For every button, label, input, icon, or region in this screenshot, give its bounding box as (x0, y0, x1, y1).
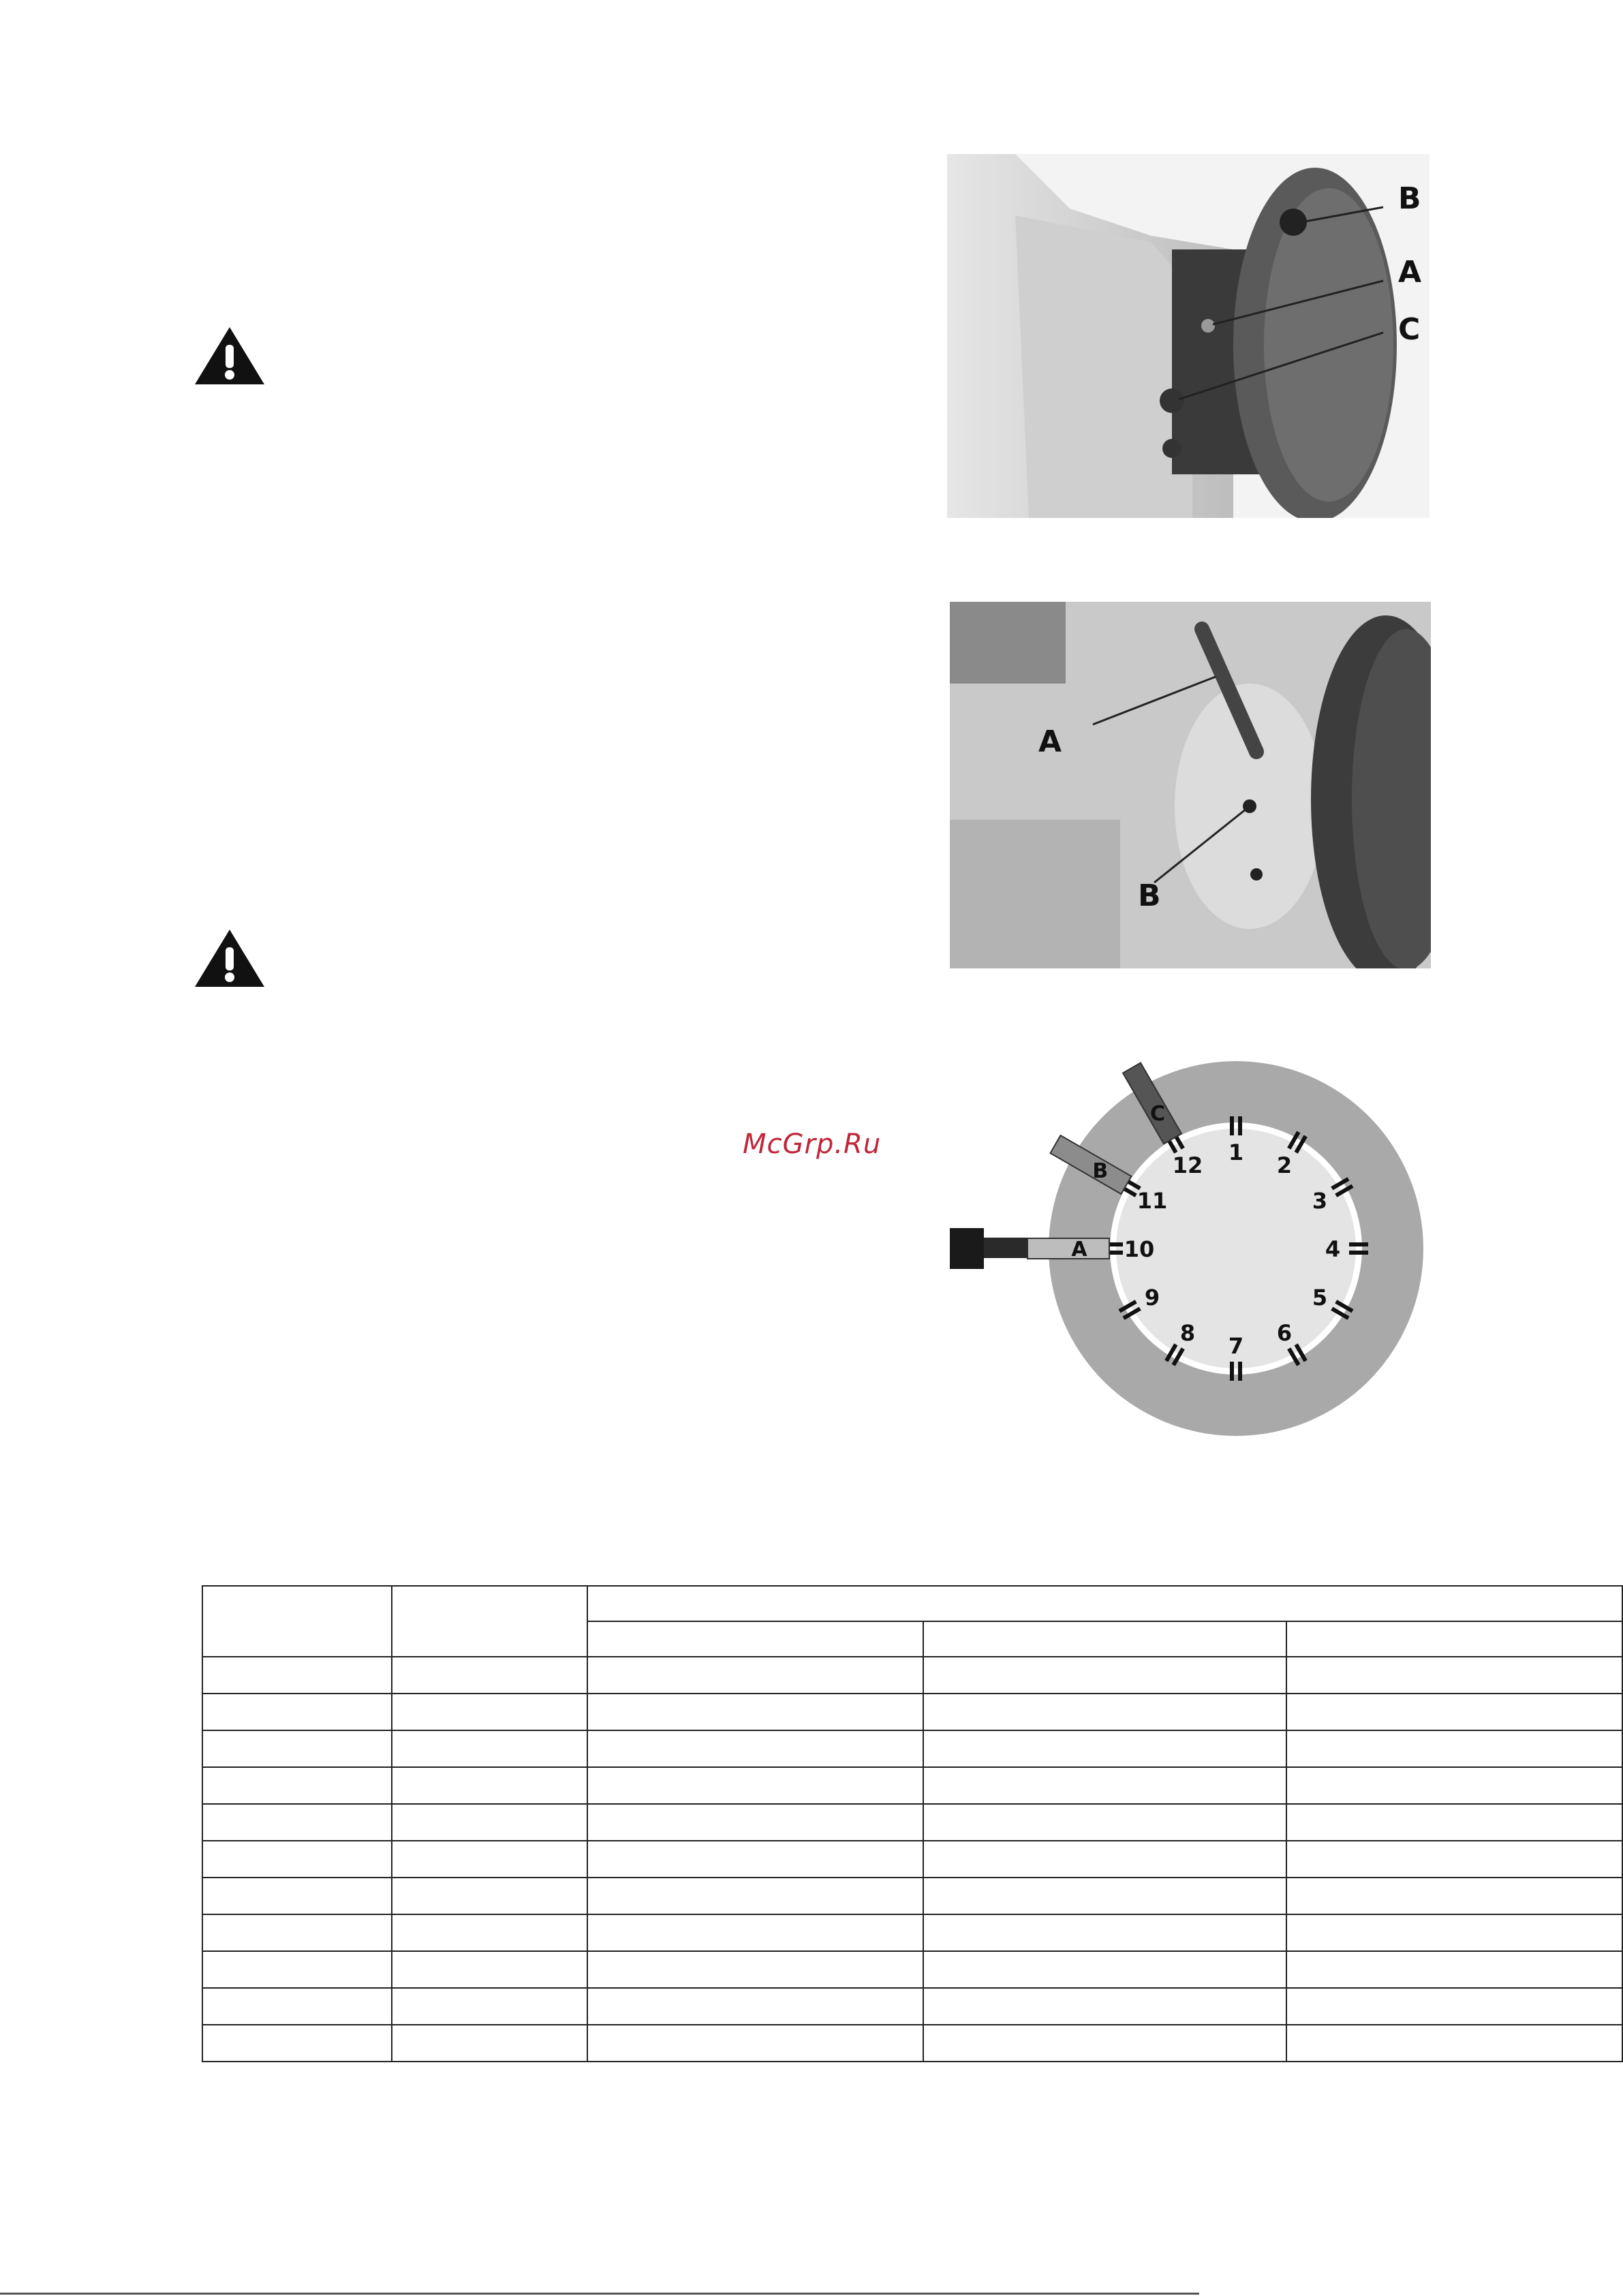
table-cell (1286, 1951, 1622, 1988)
pin-label: C (1149, 1101, 1166, 1126)
label-a: A (1038, 724, 1062, 759)
slot-mark (1238, 1116, 1242, 1135)
table-cell (587, 1730, 923, 1767)
pin-a (1027, 1238, 1109, 1259)
data-table (202, 1585, 1623, 2062)
label-c: C (1398, 312, 1421, 347)
table-cell (202, 1767, 392, 1804)
table-cell (1286, 1657, 1622, 1694)
index-number: 1 (1228, 1139, 1244, 1165)
table-row (202, 1804, 1622, 1841)
index-number: 9 (1144, 1285, 1160, 1311)
watermark: McGrp.Ru (743, 1129, 882, 1160)
table-cell (923, 1694, 1286, 1730)
table-cell (923, 1657, 1286, 1694)
table-row (202, 1914, 1622, 1951)
table-cell (587, 1914, 923, 1951)
slot-mark (1238, 1362, 1242, 1381)
label-b: B (1398, 181, 1421, 216)
table-cell (202, 1951, 392, 1988)
table-cell (202, 1988, 392, 2025)
table-cell (392, 1657, 587, 1694)
warning-icon (192, 927, 267, 990)
table-cell (923, 1841, 1286, 1878)
pin-handle (950, 1228, 984, 1269)
pin-body (1027, 1238, 1109, 1259)
index-number: 7 (1228, 1333, 1244, 1359)
table-cell (392, 1988, 587, 2025)
index-number: 12 (1172, 1152, 1203, 1179)
table-cell (587, 2025, 923, 2062)
table-row (202, 1988, 1622, 2025)
footer-rule (0, 2293, 1199, 2295)
table-cell (923, 1730, 1286, 1767)
index-number: 8 (1179, 1319, 1196, 1346)
table-cell (587, 1878, 923, 1914)
table-cell (923, 2025, 1286, 2062)
table-cell (392, 1767, 587, 1804)
figure-index-ring-diagram (947, 1059, 1424, 1441)
index-number: 4 (1325, 1236, 1341, 1262)
index-number: 11 (1137, 1188, 1168, 1214)
pin-label: B (1092, 1159, 1109, 1183)
table-row (202, 1951, 1622, 1988)
table-cell (923, 1767, 1286, 1804)
table-row (202, 1841, 1622, 1878)
table-cell (587, 1951, 923, 1988)
table-row (202, 1878, 1622, 1914)
table-cell (587, 1841, 923, 1878)
index-number: 6 (1276, 1319, 1293, 1346)
warning-icon (192, 324, 267, 387)
table-cell (923, 1878, 1286, 1914)
slot-mark (1349, 1242, 1368, 1246)
table-cell (392, 1694, 587, 1730)
figure-spindle-photo (947, 154, 1429, 518)
table-cell (587, 1988, 923, 2025)
index-number: 10 (1124, 1236, 1155, 1262)
table-cell (202, 1804, 392, 1841)
table-cell (202, 1694, 392, 1730)
table-cell (202, 1841, 392, 1878)
index-number: 3 (1312, 1188, 1328, 1214)
index-ring-svg (947, 1059, 1424, 1441)
table-cell (1286, 2025, 1622, 2062)
table-header-cell (1286, 1621, 1622, 1657)
table-cell (202, 1914, 392, 1951)
table-row (202, 1657, 1622, 1694)
table-cell (392, 1804, 587, 1841)
table-cell (202, 2025, 392, 2062)
table-cell (587, 1767, 923, 1804)
figure-index-pin-photo (950, 602, 1431, 968)
table-cell (587, 1804, 923, 1841)
label-b: B (1138, 878, 1161, 913)
table-header-cell (587, 1586, 1622, 1621)
table-cell (392, 1841, 587, 1878)
table-cell (923, 1951, 1286, 1988)
table-cell (392, 1951, 587, 1988)
table-cell (202, 1878, 392, 1914)
table-header-cell (392, 1586, 587, 1657)
index-number: 5 (1312, 1285, 1328, 1311)
table-header-cell (923, 1621, 1286, 1657)
table-cell (1286, 1804, 1622, 1841)
table-cell (1286, 1730, 1622, 1767)
table-cell (923, 1988, 1286, 2025)
table-cell (392, 1730, 587, 1767)
slot-mark (1349, 1251, 1368, 1255)
index-number: 2 (1276, 1152, 1293, 1179)
table-row (202, 2025, 1622, 2062)
table-cell (1286, 1914, 1622, 1951)
table-cell (202, 1730, 392, 1767)
table-header-cell (202, 1586, 392, 1657)
slot-mark (1230, 1116, 1234, 1135)
table-cell (587, 1657, 923, 1694)
table-cell (587, 1694, 923, 1730)
slot-mark (1230, 1362, 1234, 1381)
table-cell (392, 1914, 587, 1951)
table-cell (202, 1657, 392, 1694)
table-cell (1286, 1988, 1622, 2025)
table-cell (392, 2025, 587, 2062)
table-cell (923, 1914, 1286, 1951)
pin-label: A (1071, 1238, 1087, 1261)
table-row (202, 1767, 1622, 1804)
table-cell (1286, 1694, 1622, 1730)
table-row (202, 1694, 1622, 1730)
table-row (202, 1730, 1622, 1767)
table-cell (392, 1878, 587, 1914)
label-a: A (1398, 255, 1422, 290)
table-cell (1286, 1767, 1622, 1804)
table-cell (1286, 1878, 1622, 1914)
table-cell (923, 1804, 1286, 1841)
table-header-cell (587, 1621, 923, 1657)
table-cell (1286, 1841, 1622, 1878)
